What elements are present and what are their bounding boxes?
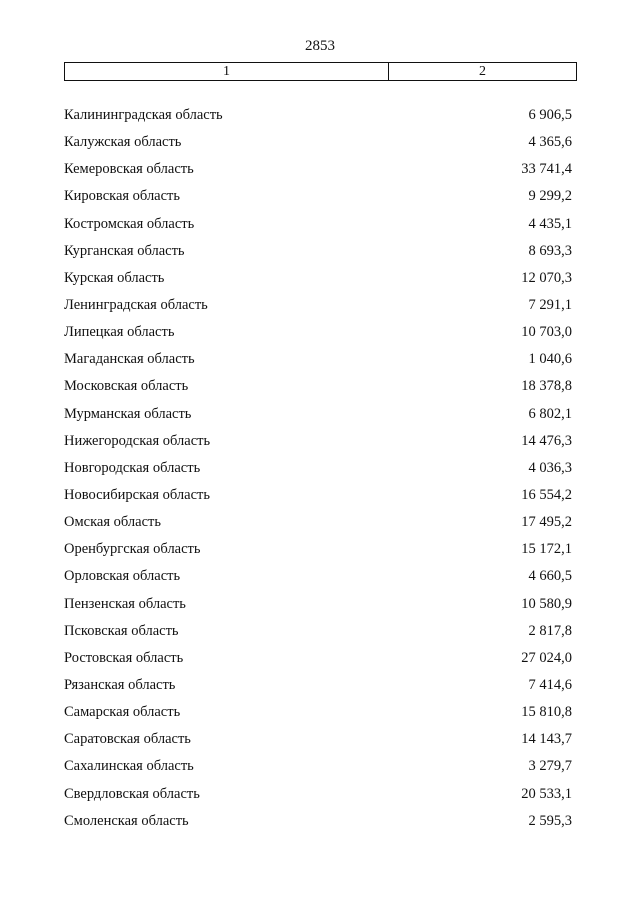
region-value: 10 703,0 <box>521 324 572 341</box>
table-row <box>64 375 572 402</box>
table-row <box>64 240 572 267</box>
region-value: 15 810,8 <box>521 704 572 721</box>
table-row <box>64 674 572 701</box>
table-row <box>64 267 572 294</box>
table-row <box>64 593 572 620</box>
region-name: Кемеровская область <box>64 161 194 178</box>
region-value: 2 595,3 <box>528 812 572 829</box>
region-value: 20 533,1 <box>521 785 572 802</box>
table-row <box>64 104 572 131</box>
table-row <box>64 701 572 728</box>
region-value: 4 435,1 <box>528 215 572 232</box>
region-value: 33 741,4 <box>521 161 572 178</box>
table-row <box>64 484 572 511</box>
table-row <box>64 131 572 158</box>
region-name: Курская область <box>64 269 165 286</box>
region-name: Кировская область <box>64 188 181 205</box>
region-name: Свердловская область <box>64 785 200 802</box>
region-value: 4 036,3 <box>528 459 572 476</box>
table-row <box>64 457 572 484</box>
region-value: 4 660,5 <box>528 568 572 585</box>
table-row <box>64 755 572 782</box>
region-name: Новгородская область <box>64 459 201 476</box>
region-value: 10 580,9 <box>521 595 572 612</box>
region-value: 6 906,5 <box>528 107 572 123</box>
region-value: 2 817,8 <box>528 622 572 639</box>
region-value: 15 172,1 <box>521 541 572 558</box>
table-row <box>64 728 572 755</box>
table-row <box>64 185 572 212</box>
region-name: Мурманская область <box>64 405 192 422</box>
table-row <box>64 647 572 674</box>
region-value: 12 070,3 <box>521 269 572 286</box>
table-row <box>64 321 572 348</box>
region-name: Сахалинская область <box>64 758 194 775</box>
region-name: Калининградская область <box>64 107 223 123</box>
region-name: Калужская область <box>64 134 182 151</box>
region-value: 17 495,2 <box>521 514 572 531</box>
region-name: Ленинградская область <box>64 296 208 313</box>
table-row <box>64 620 572 647</box>
region-value: 7 291,1 <box>528 296 572 313</box>
region-name: Пензенская область <box>64 595 186 612</box>
region-value: 4 365,6 <box>528 134 572 151</box>
table-row <box>64 213 572 240</box>
region-name: Ростовская область <box>64 649 184 666</box>
region-name: Костромская область <box>64 215 195 232</box>
region-value: 9 299,2 <box>528 188 572 205</box>
region-name: Псковская область <box>64 622 179 639</box>
region-value: 16 554,2 <box>521 486 572 503</box>
region-value: 7 414,6 <box>528 676 572 693</box>
region-name: Орловская область <box>64 568 181 585</box>
table-row <box>64 810 572 837</box>
region-name: Смоленская область <box>64 812 189 829</box>
region-name: Нижегородская область <box>64 432 211 449</box>
region-name: Московская область <box>64 378 189 395</box>
region-name: Магаданская область <box>64 351 195 368</box>
table-row <box>64 511 572 538</box>
region-name: Курганская область <box>64 242 185 259</box>
region-name: Липецкая область <box>64 324 175 341</box>
table-row <box>64 430 572 457</box>
table-row <box>64 294 572 321</box>
region-name: Рязанская область <box>64 676 176 693</box>
region-value: 8 693,3 <box>528 242 572 259</box>
region-name: Оренбургская область <box>64 541 201 558</box>
region-name: Новосибирская область <box>64 486 210 503</box>
table-header-col1: 1 <box>65 63 389 80</box>
table-row <box>64 403 572 430</box>
region-value: 14 476,3 <box>521 432 572 449</box>
table-header <box>64 62 577 81</box>
page-number: 2853 <box>305 38 335 54</box>
region-value: 3 279,7 <box>528 758 572 775</box>
table-row <box>64 538 572 565</box>
region-value: 18 378,8 <box>521 378 572 395</box>
table-row <box>64 348 572 375</box>
table-row <box>64 158 572 185</box>
table-row <box>64 565 572 592</box>
region-value: 1 040,6 <box>528 351 572 368</box>
region-name: Самарская область <box>64 704 181 721</box>
region-name: Саратовская область <box>64 731 191 748</box>
region-value: 6 802,1 <box>528 405 572 422</box>
region-name: Омская область <box>64 514 161 531</box>
table-header-col2: 2 <box>479 64 486 79</box>
table-row <box>64 783 572 810</box>
region-value: 14 143,7 <box>521 731 572 748</box>
table-body <box>64 104 572 837</box>
region-value: 27 024,0 <box>521 649 572 666</box>
